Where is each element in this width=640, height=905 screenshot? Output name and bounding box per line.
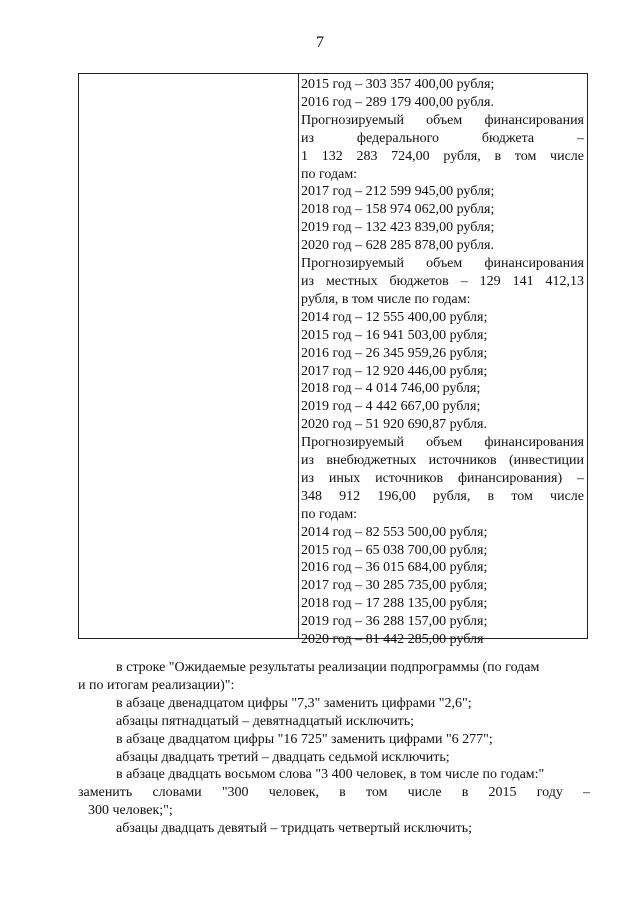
paragraph: абзацы двадцать третий – двадцать седьмой исключить;: [116, 749, 450, 765]
table-cell-line: 348 912 196,00 рубля, в том числе: [301, 488, 584, 504]
table-cell-line: 2014 год – 12 555 400,00 рубля;: [301, 309, 488, 325]
table-cell-line: 2015 год – 65 038 700,00 рубля;: [301, 542, 488, 558]
table-cell-line: 2014 год – 82 553 500,00 рубля;: [301, 524, 488, 540]
table-cell-line: 2017 год – 30 285 735,00 рубля;: [301, 578, 488, 594]
table-cell-line: 2017 год – 12 920 446,00 рубля;: [301, 363, 488, 379]
table-cell-line: 2016 год – 26 345 959,26 рубля;: [301, 345, 488, 361]
table-cell-line: Прогнозируемый объем финансирования: [301, 256, 584, 272]
table-cell-line: 2015 год – 16 941 503,00 рубля;: [301, 327, 488, 343]
table-cell-line: 2019 год – 36 288 157,00 рубля;: [301, 614, 488, 630]
table-right-cell: [301, 74, 584, 649]
table-cell-line: из федерального бюджета –: [301, 130, 584, 146]
document-table: [78, 73, 588, 648]
paragraph-line: 300 человек;";: [88, 803, 173, 819]
paragraph: в абзаце двенадцатом цифры "7,3" заменить цифрами "2,6";: [116, 695, 472, 711]
table-cell-line: 2017 год – 212 599 945,00 рубля;: [301, 184, 495, 200]
paragraph: абзацы двадцать девятый – тридцать четвертый исключить;: [116, 821, 472, 837]
table-cell-line: 2016 год – 289 179 400,00 рубля.: [301, 94, 494, 110]
table-cell-line: рубля, в том числе по годам:: [301, 291, 471, 307]
table-cell-line: 2020 год – 51 920 690,87 рубля.: [301, 417, 487, 433]
table-cell-line: 2018 год – 17 288 135,00 рубля;: [301, 596, 488, 612]
table-cell-line: Прогнозируемый объем финансирования: [301, 435, 584, 451]
paragraph: абзацы пятнадцатый – девятнадцатый исключить;: [116, 713, 415, 729]
table-cell-line: 2016 год – 36 015 684,00 рубля;: [301, 560, 488, 576]
paragraph-line: в абзаце двадцать восьмом слова "3 400 человек, в том числе по годам:": [116, 767, 545, 783]
table-left-cell: [79, 74, 299, 638]
table-cell-line: 2018 год – 4 014 746,00 рубля;: [301, 381, 481, 397]
table-cell-line: из иных источников финансирования) –: [301, 470, 584, 486]
table-cell-line: по годам:: [301, 166, 358, 182]
page-number: 7: [316, 34, 324, 51]
table-cell-line: 2018 год – 158 974 062,00 рубля;: [301, 202, 495, 218]
paragraph-line: в строке "Ожидаемые результаты реализации подпрограммы (по годам: [116, 660, 540, 675]
table-cell-line: Прогнозируемый объем финансирования: [301, 112, 584, 128]
amendment-text: [78, 659, 590, 838]
table-cell-line: 1 132 283 724,00 рубля, в том числе: [301, 148, 584, 164]
table-cell-line: из местных бюджетов – 129 141 412,13: [301, 273, 584, 289]
table-cell-line: 2020 год – 628 285 878,00 рубля.: [301, 238, 494, 254]
table-cell-line: 2020 год – 81 442 285,00 рубля: [301, 632, 484, 648]
table-cell-line: 2015 год – 303 357 400,00 рубля;: [301, 77, 495, 92]
table-cell-line: по годам:: [301, 506, 358, 522]
table-cell-line: 2019 год – 132 423 839,00 рубля;: [301, 220, 495, 236]
paragraph-line: заменить словами "300 человек, в том числе в 2015 году –: [78, 785, 590, 801]
table-cell-line: из внебюджетных источников (инвестиции: [301, 453, 584, 469]
paragraph-line: и по итогам реализации)":: [78, 677, 235, 693]
table-cell-line: 2019 год – 4 442 667,00 рубля;: [301, 399, 481, 415]
paragraph: в абзаце двадцатом цифры "16 725" заменить цифрами "6 277";: [116, 731, 493, 747]
